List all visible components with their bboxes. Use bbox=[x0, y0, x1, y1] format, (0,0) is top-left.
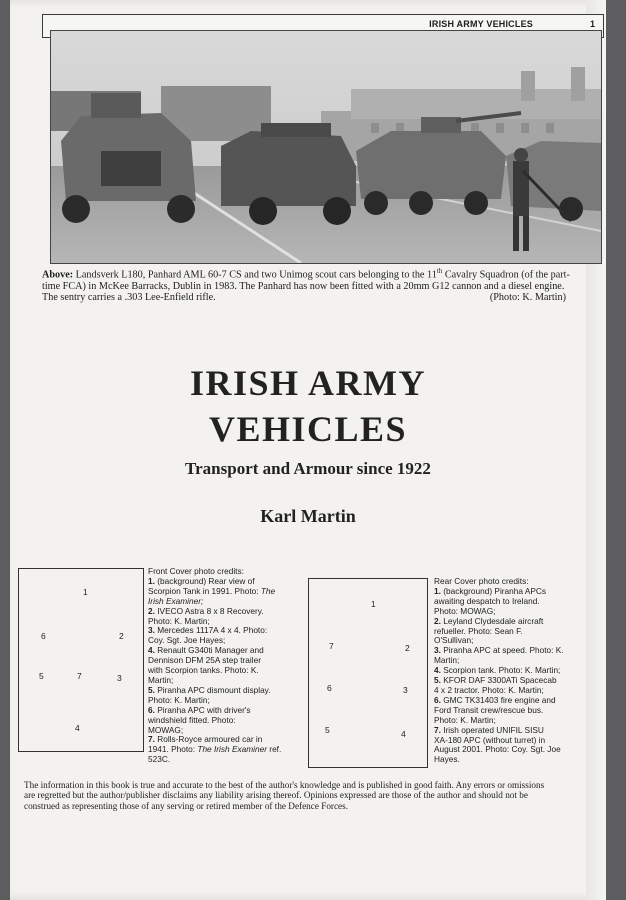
front-credit-4: 4. Renault G340ti Manager and Dennison DFM 25A step trailer with Scorpion tanks. Photo: K. Martin; bbox=[148, 645, 264, 685]
vehicles-photo bbox=[50, 30, 602, 264]
front-grid-label-5: 5 bbox=[39, 671, 44, 681]
caption-lead: Above: bbox=[42, 269, 74, 281]
front-grid-label-4: 4 bbox=[75, 723, 80, 733]
disclaimer-line-2: are regretted but the author/publisher disclaims any liability arising thereof. Opinions expressed are those of the author and should not be bbox=[24, 790, 528, 801]
rear-grid-label-5: 5 bbox=[325, 725, 330, 735]
caption-line-2: time FCA) in McKee Barracks, Dublin in 1983. The Panhard has now been fitted with a 20mm G12 cannon and a diesel engine. bbox=[42, 280, 565, 292]
rear-credit-4: 4. Scorpion tank. Photo: K. Martin; bbox=[434, 665, 561, 676]
front-credit-1: 1. (background) Rear view of Scorpion Tank in 1991. Photo: The Irish Examiner; bbox=[148, 575, 276, 606]
disclaimer bbox=[24, 780, 574, 811]
front-grid-label-2: 2 bbox=[119, 631, 124, 641]
caption-line-3: The sentry carries a .303 Lee-Enfield rifle. bbox=[42, 292, 216, 304]
caption-line-1: Landsverk L180, Panhard AML 60-7 CS and two Unimog scout cars belonging to the 11 bbox=[73, 269, 437, 281]
rear-grid-label-7: 7 bbox=[329, 641, 334, 651]
rear-credits-heading: Rear Cover photo credits: bbox=[434, 576, 529, 586]
book-title-line-2: VEHICLES bbox=[208, 409, 408, 449]
disclaimer-line-3: construed as representing those of any serving or retired member of the Defence Forces. bbox=[24, 800, 348, 811]
front-credit-6: 6. Piranha APC with driver's windshield fitted. Photo: MOWAG; bbox=[148, 704, 251, 735]
caption-superscript: th bbox=[436, 267, 443, 275]
front-grid-label-1: 1 bbox=[83, 587, 88, 597]
rear-grid-label-4: 4 bbox=[401, 729, 406, 739]
rear-cover-credits bbox=[434, 577, 584, 765]
page-number: 1 bbox=[589, 19, 595, 29]
vehicles-photo-illustration bbox=[51, 31, 601, 263]
front-credit-2: 2. IVECO Astra 8 x 8 Recovery. Photo: K. Martin; bbox=[148, 605, 264, 626]
caption-credit: (Photo: K. Martin) bbox=[489, 292, 566, 303]
rear-grid-label-1: 1 bbox=[371, 599, 376, 609]
running-header-title: IRISH ARMY VEHICLES bbox=[429, 19, 533, 29]
rear-credit-1: 1. (background) Piranha APCs awaiting despatch to Ireland. Photo: MOWAG; bbox=[434, 585, 547, 616]
front-cover-grid bbox=[18, 568, 144, 752]
book-page bbox=[10, 0, 606, 900]
rear-grid-label-6: 6 bbox=[327, 683, 332, 693]
front-cover-credits bbox=[148, 567, 288, 765]
caption-line-1b: Cavalry Squadron (of the part- bbox=[442, 269, 570, 281]
front-credits-heading: Front Cover photo credits: bbox=[148, 566, 244, 576]
book-subtitle: Transport and Armour since 1922 bbox=[185, 459, 431, 478]
rear-credit-5: 5. KFOR DAF 3300ATi Spacecab 4 x 2 tractor. Photo: K. Martin; bbox=[434, 675, 557, 695]
rear-credit-7: 7. Irish operated UNIFIL SISU XA-180 APC (without turret) in August 2001. Photo: Coy. Sgt. Joe Hayes. bbox=[434, 724, 561, 765]
front-grid-label-7: 7 bbox=[77, 671, 82, 681]
rear-cover-grid bbox=[308, 578, 428, 768]
front-grid-label-3: 3 bbox=[117, 673, 122, 683]
front-credit-5: 5. Piranha APC dismount display. Photo: K. Martin; bbox=[148, 684, 271, 705]
book-author: Karl Martin bbox=[260, 506, 356, 526]
disclaimer-line-1: The information in this book is true and accurate to the best of the author's knowledge and is published in good faith. Any errors or omissions bbox=[24, 780, 545, 790]
rear-grid-label-2: 2 bbox=[405, 643, 410, 653]
front-credit-3: 3. Mercedes 1117A 4 x 4. Photo: Coy. Sgt. Joe Hayes; bbox=[148, 625, 268, 646]
rear-grid-label-3: 3 bbox=[403, 685, 408, 695]
book-title-line-1: IRISH ARMY bbox=[189, 363, 427, 403]
rear-credit-3: 3. Piranha APC at speed. Photo: K. Martin; bbox=[434, 645, 564, 666]
rear-credit-6: 6. GMC TK31403 fire engine and Ford Transit crew/rescue bus. Photo: K. Martin; bbox=[434, 694, 556, 725]
front-credit-7: 7. Rolls-Royce armoured car in 1941. Photo: The Irish Examiner ref. 523C. bbox=[148, 734, 282, 765]
front-grid-label-6: 6 bbox=[41, 631, 46, 641]
rear-credit-2: 2. Leyland Clydesdale aircraft refueller. Photo: Sean F. O'Sullivan; bbox=[434, 615, 544, 646]
